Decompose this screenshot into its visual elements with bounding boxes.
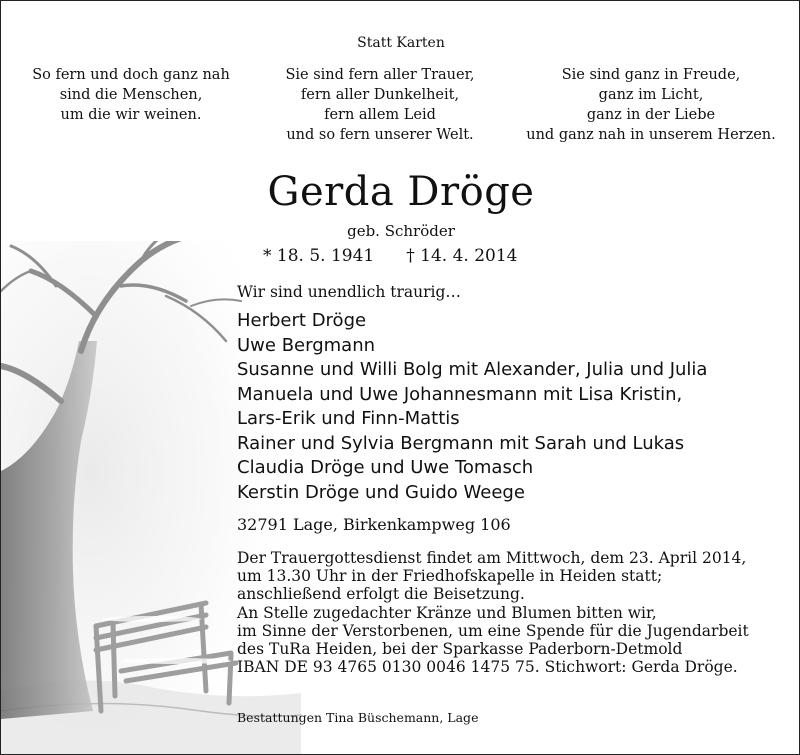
poem-line: ganz im Licht, — [598, 87, 704, 103]
mourner-line: Claudia Dröge und Uwe Tomasch — [237, 457, 534, 478]
mourner-line: Herbert Dröge — [237, 310, 367, 331]
details-line: im Sinne der Verstorbenen, um eine Spende für die Jugendarbeit — [237, 621, 749, 640]
poem-right — [516, 65, 786, 145]
details-line: An Stelle zugedachter Kränze und Blumen bitten wir, — [237, 603, 657, 622]
mourner-line: Kerstin Dröge und Guido Weege — [237, 481, 525, 503]
poem-line: So fern und doch ganz nah — [32, 67, 230, 83]
details-line: IBAN DE 93 4765 0130 0046 1475 75. Stichwort: Gerda Dröge. — [237, 658, 738, 677]
life-dates — [263, 246, 517, 266]
intro-text: Wir sind unendlich traurig… — [237, 283, 461, 301]
mourner-line: Uwe Bergmann — [237, 334, 376, 356]
maiden-name: geb. Schröder — [347, 222, 455, 240]
poem-line: um die wir weinen. — [60, 107, 202, 123]
poem-line: und ganz nah in unserem Herzen. — [526, 127, 776, 143]
mourner-line: Lars-Erik und Finn-Mattis — [237, 408, 460, 429]
poem-line: fern aller Dunkelheit, — [300, 87, 460, 103]
mourner-line: Susanne und Willi Bolg mit Alexander, Julia und Julia — [237, 359, 708, 380]
details-line: Der Trauergottesdienst findet am Mittwoch, dem 23. April 2014, — [237, 549, 747, 567]
details-line: des TuRa Heiden, bei der Sparkasse Paderborn-Detmold — [237, 640, 683, 659]
poem-line: ganz in der Liebe — [586, 107, 716, 123]
header-text: Statt Karten — [357, 35, 445, 51]
address: 32791 Lage, Birkenkampweg 106 — [237, 515, 511, 534]
poem-line: fern allem Leid — [324, 107, 436, 123]
death-date: † 14. 4. 2014 — [406, 246, 518, 266]
mourner-line: Manuela und Uwe Johannesmann mit Lisa Kristin, — [237, 383, 683, 405]
poem-line: Sie sind ganz in Freude, — [561, 67, 741, 83]
birth-date: * 18. 5. 1941 — [263, 246, 375, 266]
poem-line: und so fern unserer Welt. — [286, 127, 474, 143]
poem-line: Sie sind fern aller Trauer, — [285, 67, 475, 83]
deceased-name: Gerda Dröge — [267, 169, 535, 215]
mourners-list — [237, 309, 707, 505]
undertaker-credit: Bestattungen Tina Büschemann, Lage — [237, 710, 479, 725]
details-line: anschließend erfolgt die Beisetzung. — [237, 585, 525, 604]
service-details — [237, 549, 749, 676]
poem-center — [269, 65, 491, 145]
details-line: um 13.30 Uhr in der Friedhofskapelle in Heiden statt; — [237, 567, 663, 586]
poem-line: sind die Menschen, — [59, 87, 203, 103]
mourner-line: Rainer und Sylvia Bergmann mit Sarah und Lukas — [237, 432, 685, 454]
poem-left — [21, 65, 241, 125]
